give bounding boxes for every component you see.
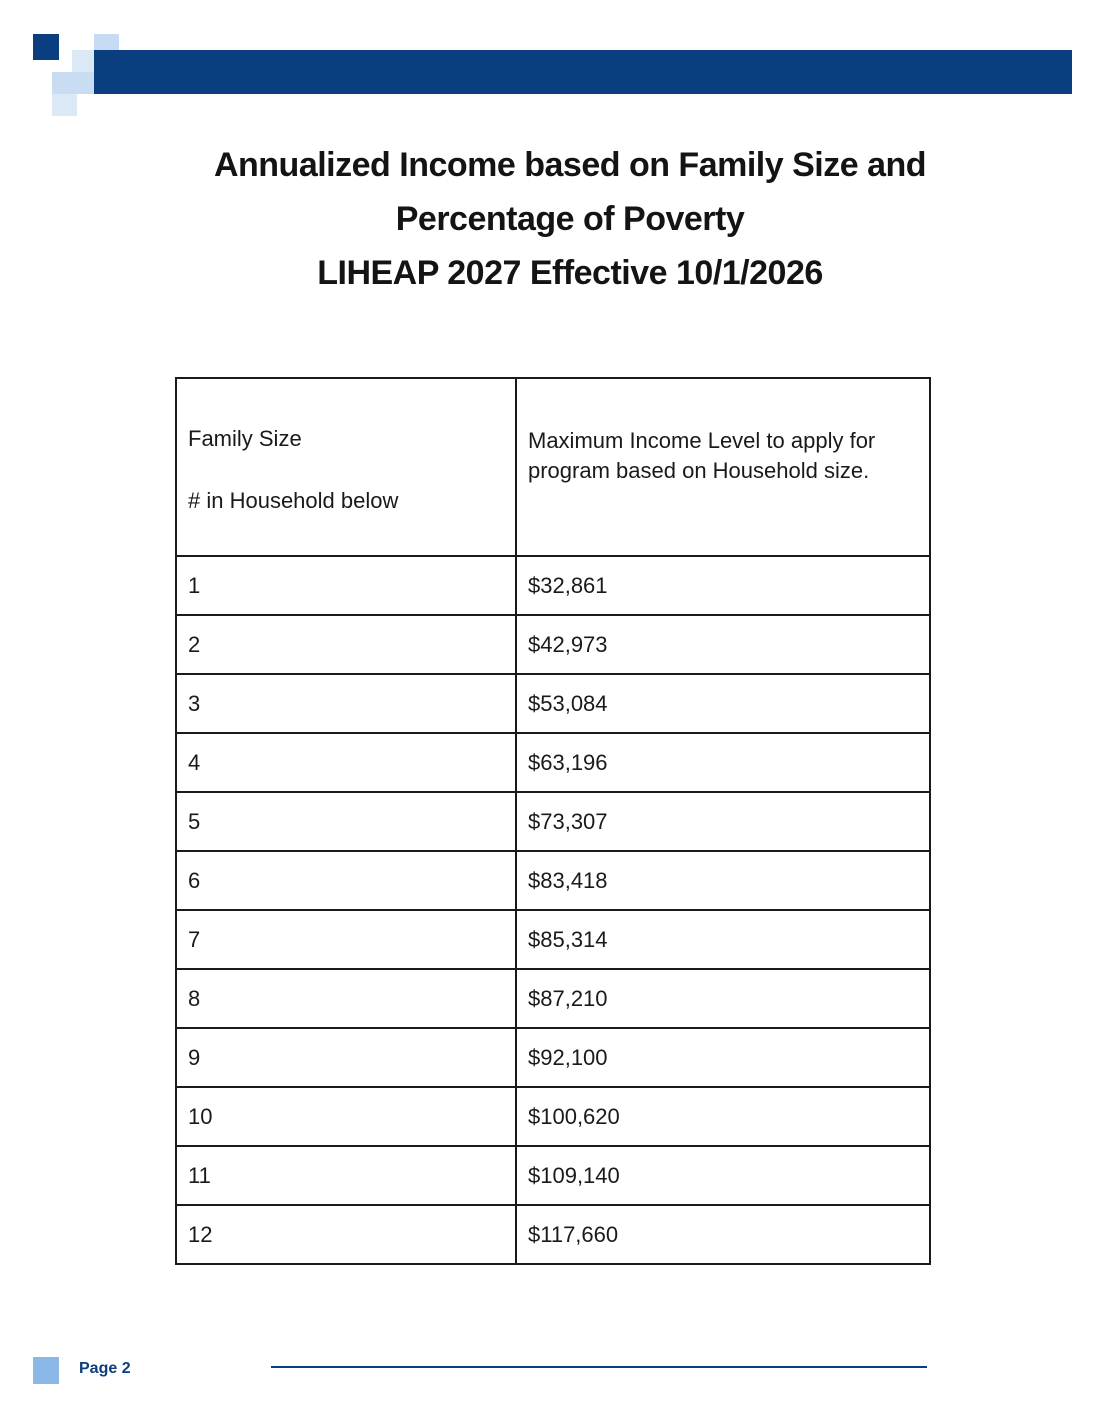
family-size-cell: 1 [176,556,516,615]
family-size-cell: 4 [176,733,516,792]
income-cell: $100,620 [516,1087,930,1146]
header-square-pale [72,50,94,72]
header-max-income [516,378,930,556]
family-size-cell: 10 [176,1087,516,1146]
header-square-pale-3 [52,94,77,116]
header-family-size [176,378,516,556]
table-row [176,792,930,851]
page-number: Page 2 [79,1360,131,1377]
family-size-cell: 2 [176,615,516,674]
title-line-2: Percentage of Poverty [395,200,745,238]
header-household-label: # in Household below [188,488,399,513]
family-size-cell: 11 [176,1146,516,1205]
income-table [175,377,931,1265]
family-size-cell: 5 [176,792,516,851]
header-family-size-label: Family Size [188,426,302,451]
income-cell: $85,314 [516,910,930,969]
table-row [176,910,930,969]
family-size-cell: 7 [176,910,516,969]
title-line-3: LIHEAP 2027 Effective 10/1/2026 [317,254,823,292]
table-header-row [176,378,930,556]
income-cell: $53,084 [516,674,930,733]
family-size-cell: 3 [176,674,516,733]
table-row [176,1205,930,1264]
family-size-cell: 8 [176,969,516,1028]
title-line-1: Annualized Income based on Family Size and [213,146,927,184]
header-max-income-label: Maximum Income Level to apply for program based on Household size. [528,428,876,483]
income-cell: $63,196 [516,733,930,792]
income-cell: $73,307 [516,792,930,851]
table-row [176,969,930,1028]
table-row [176,1028,930,1087]
table-row [176,1087,930,1146]
footer-divider [271,1366,927,1368]
income-cell: $32,861 [516,556,930,615]
table-row [176,851,930,910]
footer-square [33,1357,59,1384]
income-cell: $42,973 [516,615,930,674]
family-size-cell: 12 [176,1205,516,1264]
table-row [176,556,930,615]
income-cell: $87,210 [516,969,930,1028]
family-size-cell: 9 [176,1028,516,1087]
page-title [0,138,1103,300]
header-banner [94,50,1072,94]
header-square-pale-2 [52,72,94,94]
income-cell: $92,100 [516,1028,930,1087]
family-size-cell: 6 [176,851,516,910]
table-row [176,615,930,674]
income-cell: $83,418 [516,851,930,910]
income-cell: $117,660 [516,1205,930,1264]
income-cell: $109,140 [516,1146,930,1205]
table-row [176,733,930,792]
table-row [176,1146,930,1205]
table-row [176,674,930,733]
header-square-dark [33,34,59,60]
